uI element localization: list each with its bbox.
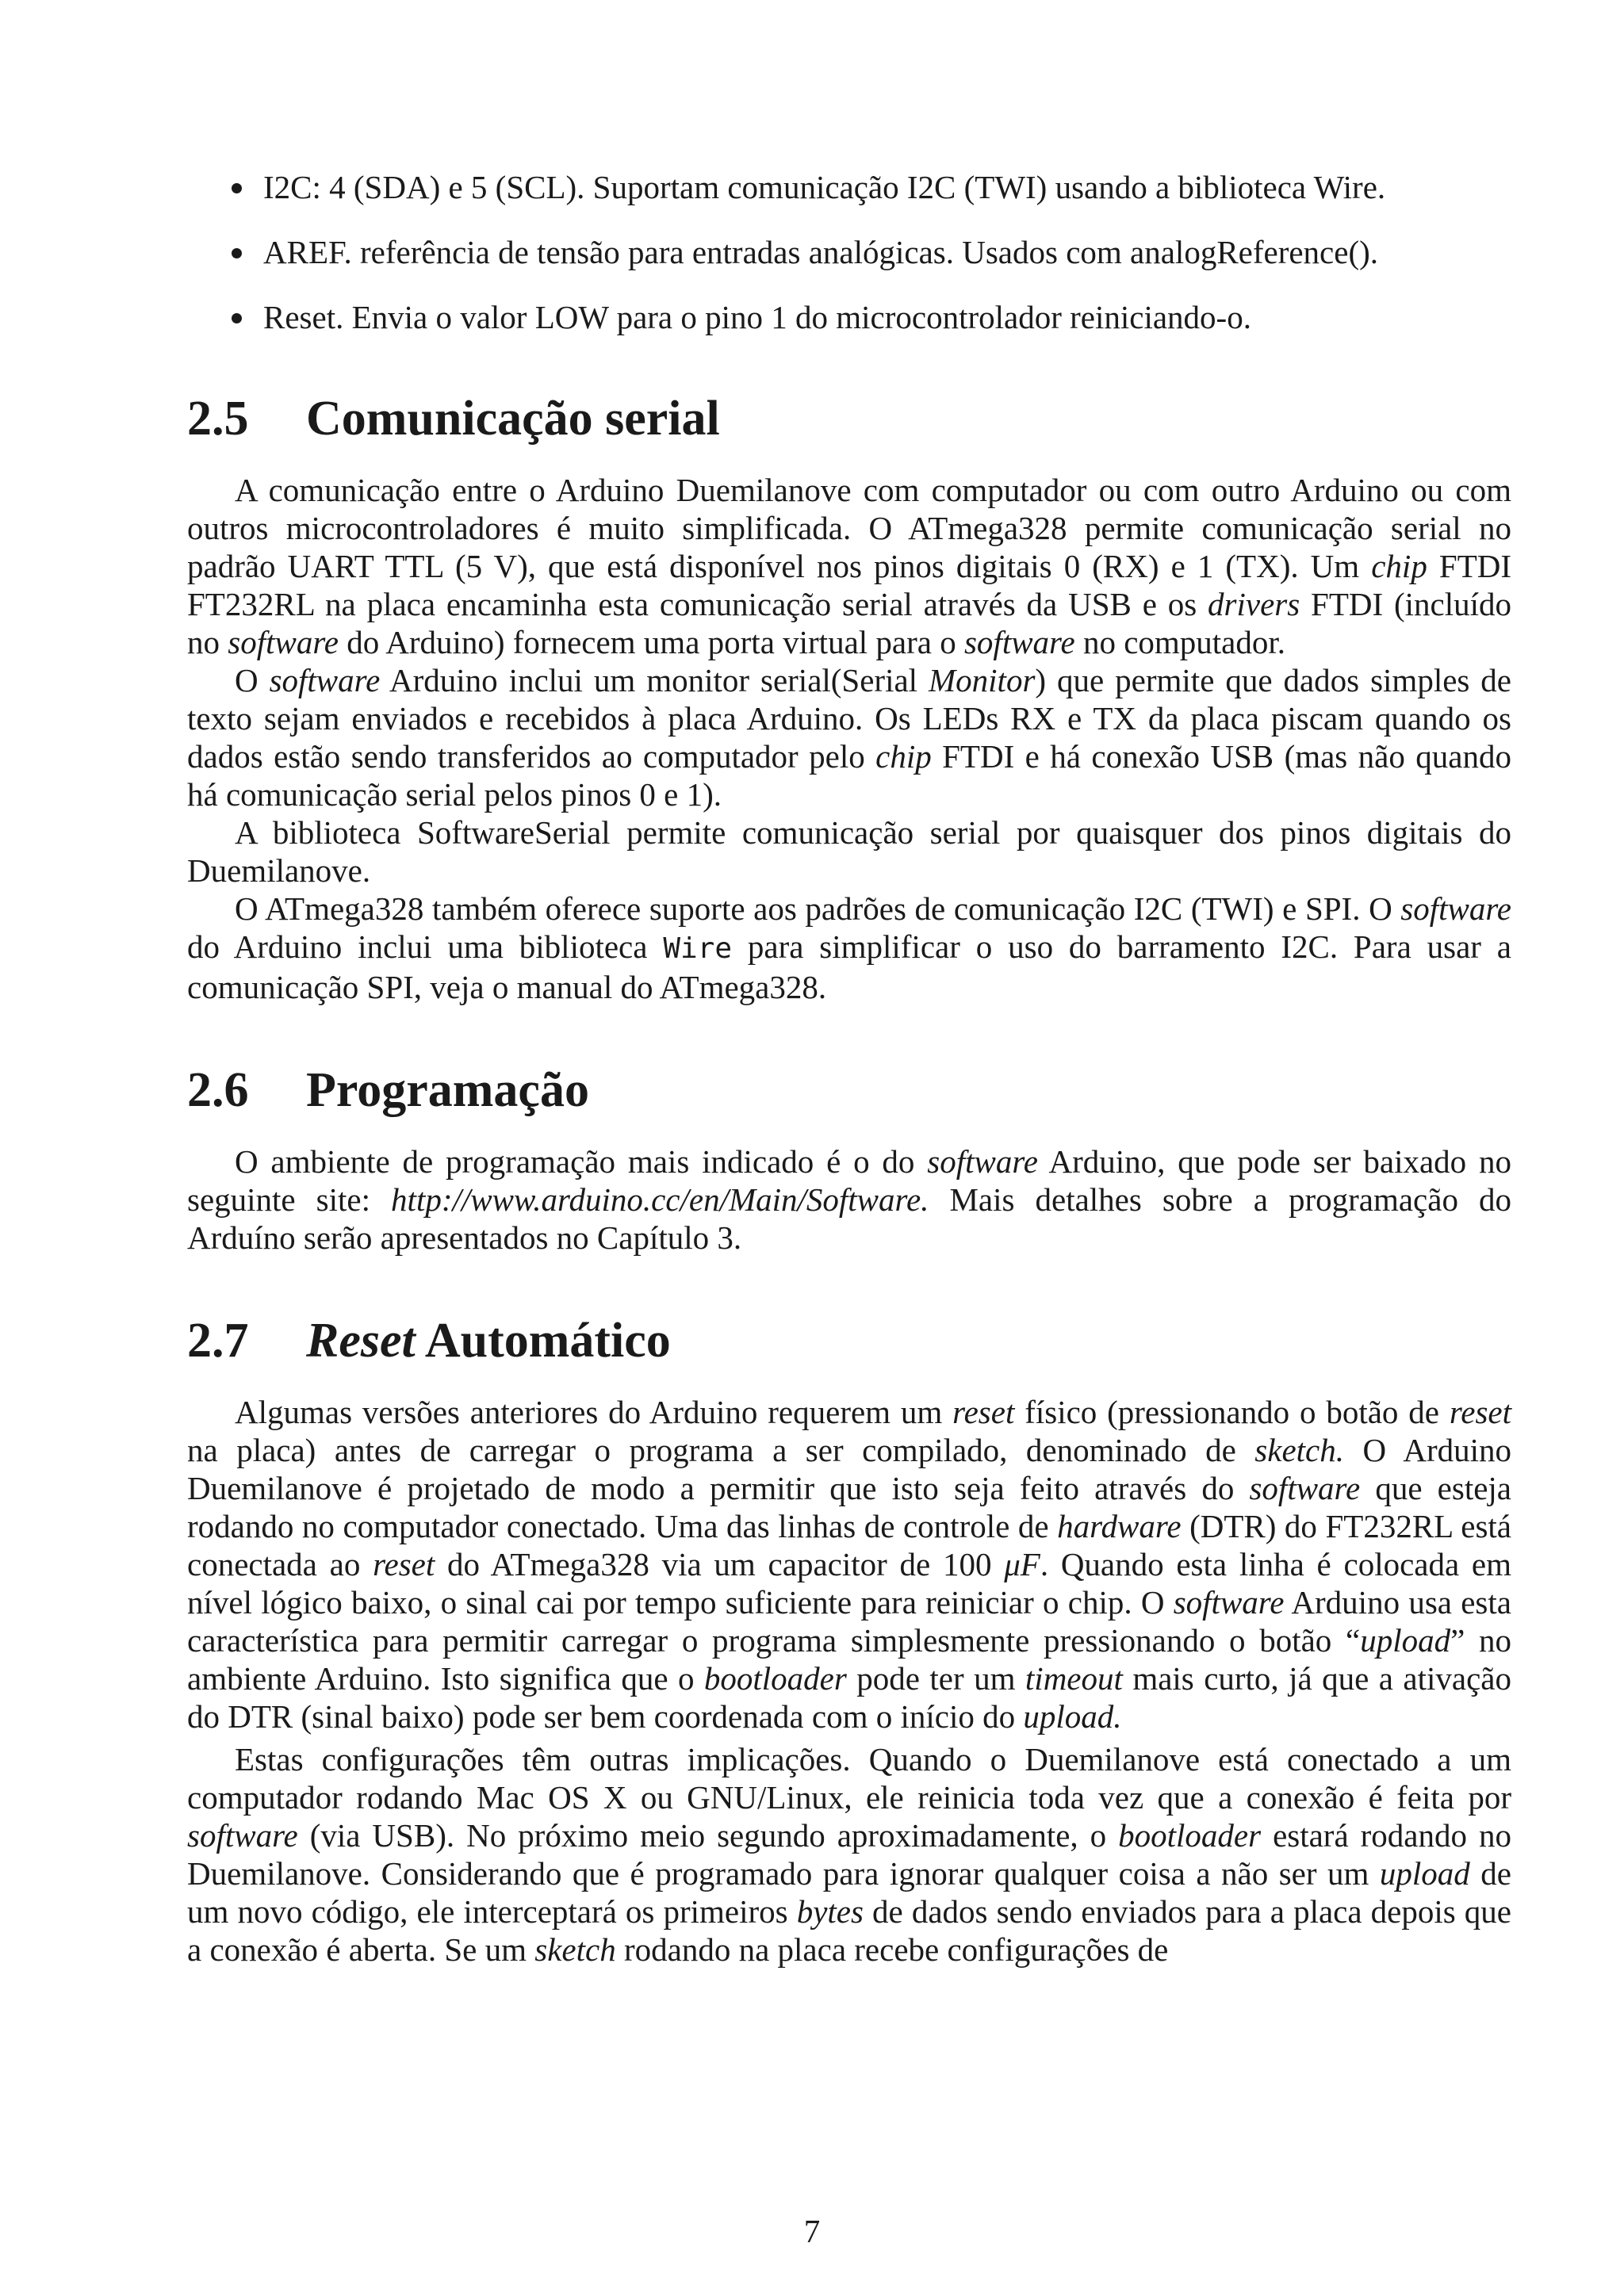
section-heading: [187, 1062, 1511, 1119]
section-comunicacao-serial: [187, 390, 1511, 1006]
section-number: 2.6: [187, 1063, 249, 1117]
section-number: 2.5: [187, 392, 249, 446]
section-title: Programação: [306, 1063, 589, 1117]
section-heading: [187, 390, 1511, 447]
section-heading: [187, 1312, 1511, 1369]
list-item: AREF. referência de tensão para entradas analógicas. Usados com analogReference().: [187, 233, 1511, 271]
arduino-software-link[interactable]: http://www.arduino.cc/en/Main/Software.: [391, 1181, 929, 1218]
paragraph: A comunicação entre o Arduino Duemilanove com computador ou com outro Arduino ou com outros microcontroladores é muito simplificada. O ATmega328 permite comunicação serial no padrão UART TTL (5 V), que está disponível nos pinos digitais 0 (RX) e 1 (TX). Um chip FTDI FT232RL na placa encaminha esta comunicação serial através da USB e os drivers FTDI (incluído no software do Arduino) fornecem uma porta virtual para o software no computador.: [187, 472, 1511, 660]
section-title: Reset Automático: [306, 1314, 671, 1368]
paragraph: Estas configurações têm outras implicações. Quando o Duemilanove está conectado a um computador rodando Mac OS X ou GNU/Linux, ele reinicia toda vez que a conexão é feita por software (via USB). No próximo meio segundo aproximadamente, o bootloader estará rodando no Duemilanove. Considerando que é programado para ignorar qualquer coisa a não ser um upload de um novo código, ele interceptará os primeiros bytes de dados sendo enviados para a placa depois que a conexão é aberta. Se um sketch rodando na placa recebe configurações de: [187, 1741, 1511, 1968]
section-programacao: [187, 1062, 1511, 1257]
document-page: [187, 159, 1511, 1969]
section-reset-automatico: [187, 1312, 1511, 1969]
bullet-icon: [232, 313, 242, 323]
section-number: 2.7: [187, 1314, 249, 1368]
list-item: I2C: 4 (SDA) e 5 (SCL). Suportam comunicação I2C (TWI) usando a biblioteca Wire.: [187, 168, 1511, 206]
paragraph: O ATmega328 também oferece suporte aos padrões de comunicação I2C (TWI) e SPI. O software do Arduino inclui uma biblioteca Wire para simplificar o uso do barramento I2C. Para usar a comunicação SPI, veja o manual do ATmega328.: [187, 890, 1512, 1005]
paragraph: O ambiente de programação mais indicado é o do software Arduino, que pode ser baixado no seguinte site: http://www.arduino.cc/en/Main/Software. Mais detalhes sobre a programação do Arduíno serão apresentados no Capítulo 3.: [187, 1143, 1511, 1256]
bullet-icon: [232, 183, 242, 193]
paragraph: Algumas versões anteriores do Arduino requerem um reset físico (pressionando o botão de reset na placa) antes de carregar o programa a ser compilado, denominado de sketch. O Arduino Duemilanove é projetado de modo a permitir que isto seja feito através do software que esteja rodando no computador conectado. Uma das linhas de controle de hardware (DTR) do FT232RL está conectada ao reset do ATmega328 via um capacitor de 100 μF. Quando esta linha é colocada em nível lógico baixo, o sinal cai por tempo suficiente para reiniciar o chip. O software Arduino usa esta característica para permitir carregar o programa simplesmente pressionando o botão “upload” no ambiente Arduino. Isto significa que o bootloader pode ter um timeout mais curto, já que a ativação do DTR (sinal baixo) pode ser bem coordenada com o início do upload.: [187, 1394, 1512, 1735]
paragraph: A biblioteca SoftwareSerial permite comunicação serial por quaisquer dos pinos digitais do Duemilanove.: [187, 814, 1511, 889]
section-title: Comunicação serial: [306, 392, 720, 446]
pin-list: [187, 168, 1511, 336]
page-number: 7: [803, 2213, 821, 2249]
list-item: Reset. Envia o valor LOW para o pino 1 do microcontrolador reiniciando-o.: [187, 298, 1511, 336]
bullet-icon: [232, 248, 242, 258]
paragraph: O software Arduino inclui um monitor serial(Serial Monitor) que permite que dados simples de texto sejam enviados e recebidos à placa Arduino. Os LEDs RX e TX da placa piscam quando os dados estão sendo transferidos ao computador pelo chip FTDI e há conexão USB (mas não quando há comunicação serial pelos pinos 0 e 1).: [187, 662, 1512, 813]
